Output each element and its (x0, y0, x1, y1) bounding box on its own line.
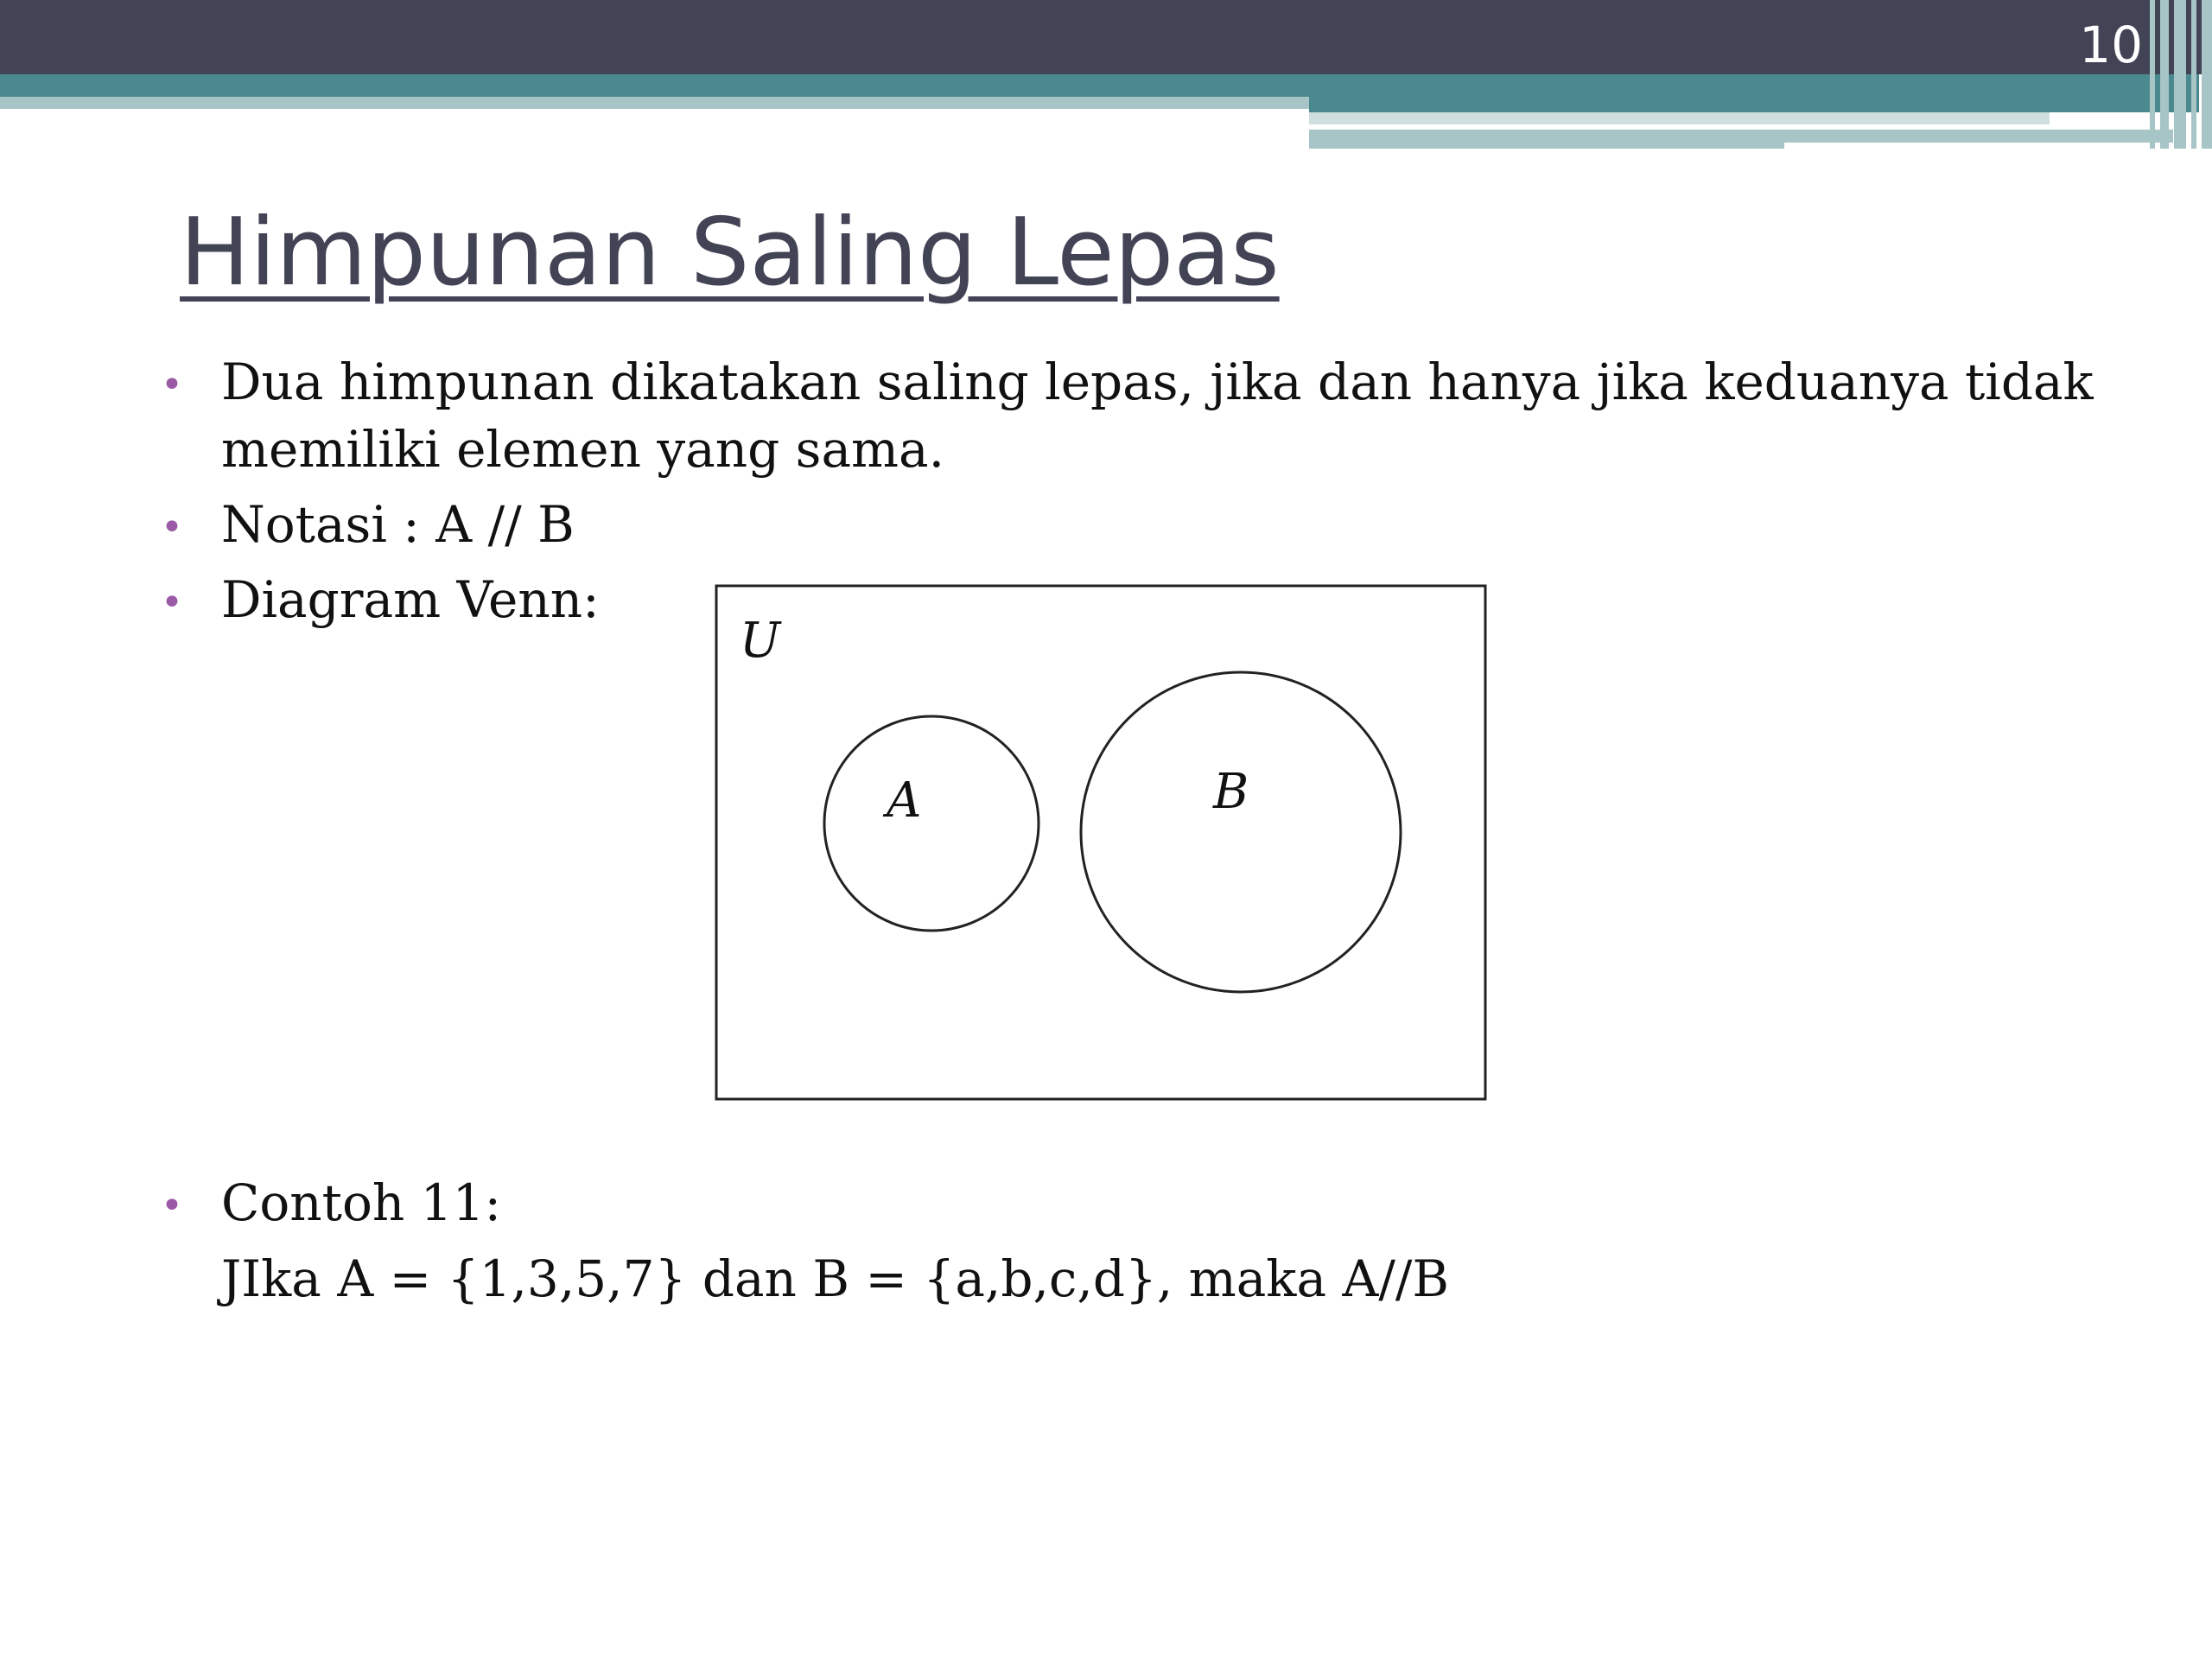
bullet-marker: • (161, 1184, 183, 1228)
bullet-text-continuation: memiliki elemen yang sama. (221, 420, 945, 479)
universe-rectangle (716, 586, 1485, 1099)
header-band-right-teal (1309, 74, 2199, 112)
header-band-light (0, 97, 1309, 109)
header-band-dark (0, 0, 2212, 74)
bullet-text: Notasi : A // B (221, 495, 575, 554)
set-b-circle (1081, 672, 1401, 992)
bullet-text: Dua himpunan dikatakan saling lepas, jika dan hanya jika keduanya tidak (221, 353, 2094, 411)
header-stripe (2202, 0, 2212, 149)
header-stripe (2174, 0, 2186, 149)
set-b-label: B (1213, 764, 1249, 820)
header-stripe (2160, 0, 2169, 149)
slide-title: Himpunan Saling Lepas (180, 199, 1280, 307)
bullet-marker: • (161, 505, 183, 550)
set-a-label: A (887, 772, 922, 829)
bullet-marker: • (161, 363, 183, 407)
header-stripe (2191, 0, 2196, 149)
header-stripe (2150, 0, 2155, 149)
venn-diagram (714, 583, 1488, 1102)
bullet-text-continuation: JIka A = {1,3,5,7} dan B = {a,b,c,d}, maka A//B (221, 1249, 1450, 1308)
header-band-teal (0, 74, 1309, 97)
bullet-text: Diagram Venn: (221, 570, 600, 629)
universe-label: U (740, 613, 781, 669)
slide-number: 10 (2079, 16, 2143, 74)
header-line-right-lower (1309, 130, 1784, 149)
header-line-right-lower-2 (1784, 130, 2173, 143)
bullet-text: Contoh 11: (221, 1173, 502, 1232)
set-a-circle (824, 716, 1039, 931)
bullet-marker: • (161, 581, 183, 625)
header-line-right (1309, 112, 2050, 124)
